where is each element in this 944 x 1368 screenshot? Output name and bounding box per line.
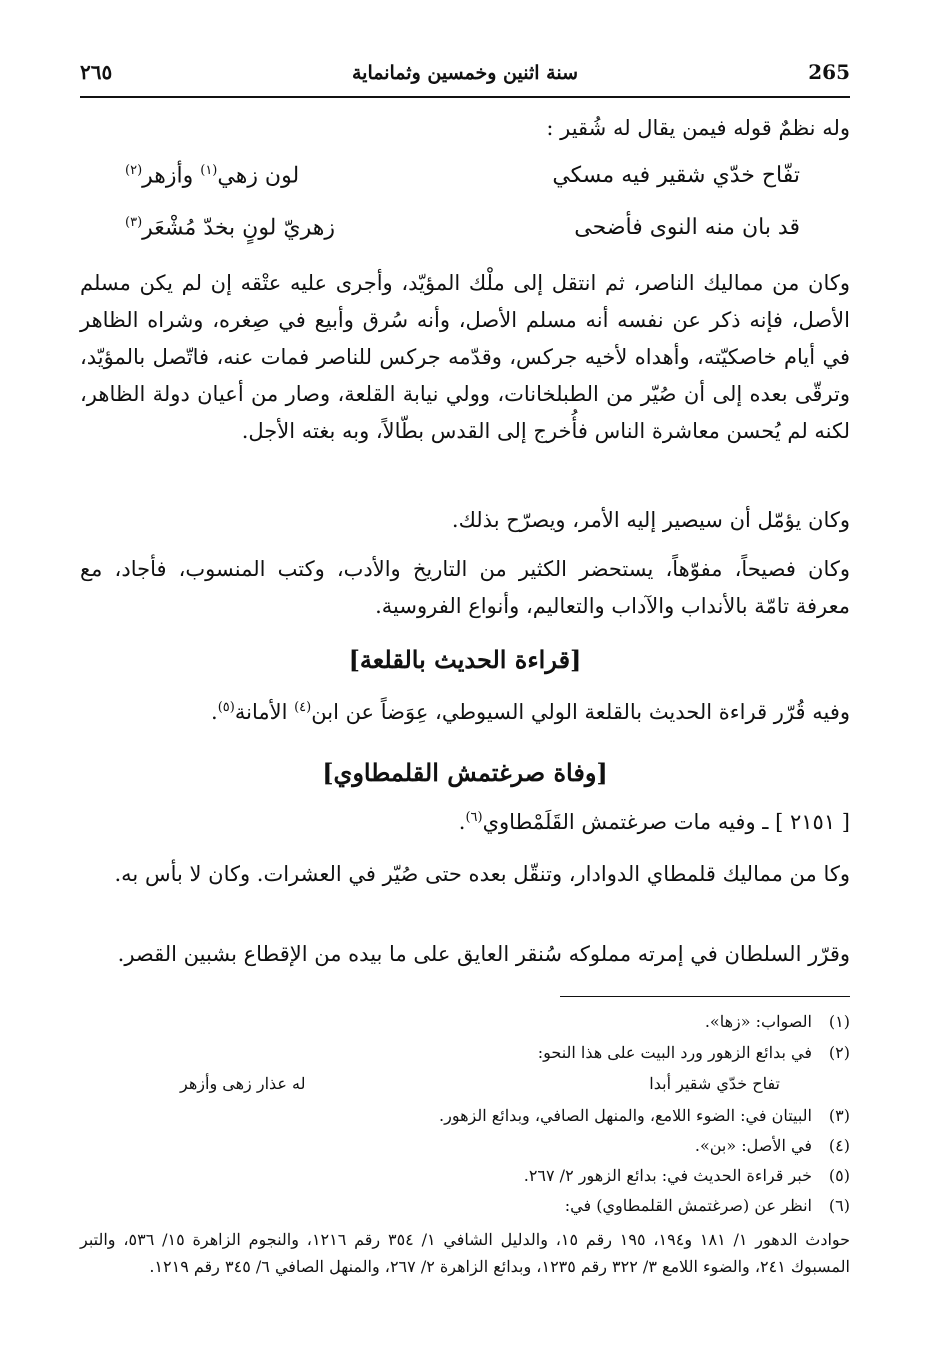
hadith-text-b: الأمانة <box>234 700 295 724</box>
entry-end: . <box>458 810 466 834</box>
footnote-ref-3: (٣) <box>125 215 143 230</box>
footnote-1 <box>80 1012 850 1031</box>
footnote-ref-1: (١) <box>200 163 218 178</box>
footnote-rule <box>560 996 850 997</box>
entry-2151 <box>80 810 850 834</box>
footnote-4-text: في الأصل: «بن». <box>694 1136 812 1155</box>
footnote-2-verse-first: تفاح خدّي شقير أبدا <box>649 1074 780 1093</box>
footnote-2 <box>80 1043 850 1062</box>
verse-2-first-hemistich: قد بان منه النوى فأضحى <box>574 215 800 240</box>
entry-text: [ ٢١٥١ ] ـ وفيه مات صرغتمش القَلَمْطاوي <box>482 810 850 834</box>
header-rule <box>80 96 850 98</box>
page-header <box>80 60 850 92</box>
paragraph-mamluk: وكا من مماليك قلمطاي الدوادار، وتنقّل بعده حتى صُيّر في العشرات. وكان لا بأس به. <box>114 862 850 886</box>
footnote-2-verse <box>160 1074 780 1098</box>
paragraph-eloquence: وكان فصيحاً، مفوّهاً، يستحضر الكثير من التاريخ والأدب، وكتب المنسوب، فأجاد، مع معرفة تامّة بالأنداب والآداب والتعاليم، وأنواع الفروسية. <box>80 557 850 618</box>
footnote-6-sources: حوادث الدهور ١/ ١٨١ و١٩٤، ١٩٥ رقم ١٥، والدليل الشافي ١/ ٣٥٤ رقم ١٢١٦، والنجوم الزاهرة ١٥/ ٥٣٦، والتبر المسبوك ٢٤١، والضوء اللامع ٣/ ٣٢٢ رقم ١٢٣٥، وبدائع الزاهرة ٢/ ٢٦٧، والمنهل الصافي ٦/ ٣٤٥ رقم ١٢١٩. <box>80 1230 851 1276</box>
page-number: 265 <box>808 60 850 84</box>
footnote-2-text: في بدائع الزهور ورد البيت على هذا النحو: <box>537 1043 812 1062</box>
footnote-ref-4: (٤) <box>294 700 312 715</box>
footnote-ref-6: (٦) <box>465 810 483 825</box>
footnote-3-number: (٣) <box>828 1106 850 1125</box>
footnote-5 <box>80 1166 850 1185</box>
verse-1-first-hemistich: تفّاح خدّي شقير فيه مسكي <box>552 163 800 188</box>
section-heading-hadith: [قراءة الحديث بالقلعة] <box>348 645 582 674</box>
paragraph-ambition: وكان يؤمّل أن سيصير إليه الأمر، ويصرّح بذلك. <box>451 508 850 532</box>
verse-2 <box>80 215 800 255</box>
verse-2-second-hemistich <box>125 215 335 240</box>
footnote-6-number: (٦) <box>828 1196 850 1215</box>
running-title: سنة اثنين وخمسين وثمانماية <box>351 62 578 84</box>
paragraph-hadith-reading <box>80 700 850 724</box>
footnote-6-text: انظر عن (صرغتمش القلمطاوي) في: <box>564 1196 812 1215</box>
footnote-1-number: (١) <box>828 1012 850 1031</box>
footnote-3-text: البيتان في: الضوء اللامع، والمنهل الصافي، وبدائع الزهور. <box>439 1106 812 1125</box>
section-heading-death: [وفاة صرغتمش القلمطاوي] <box>322 758 608 787</box>
footnote-4 <box>80 1136 850 1155</box>
hadith-text-a: وفيه قُرّر قراءة الحديث بالقلعة الولي السيوطي، عِوَضاً عن ابن <box>311 700 850 724</box>
footnote-ref-5: (٥) <box>217 700 235 715</box>
verse-1-second-hemistich <box>125 163 299 188</box>
footnote-5-text: خبر قراءة الحديث في: بدائع الزهور ٢/ ٢٦٧. <box>523 1166 812 1185</box>
footnote-5-number: (٥) <box>828 1166 850 1185</box>
page-number-arabic: ٢٦٥ <box>80 60 113 84</box>
verse-1 <box>80 163 800 203</box>
verse-1-second-text-b: وأزهر <box>142 163 201 189</box>
footnote-4-number: (٤) <box>828 1136 850 1155</box>
footnote-ref-2: (٢) <box>125 163 143 178</box>
paragraph-biography: وكان من مماليك الناصر، ثم انتقل إلى ملْك المؤيّد، وأجرى عليه عتْقه إن لم يكن مسلم الأصل، فإنه ذكر عن نفسه أنه مسلم الأصل، وأنه سُرق وأبيع في صِغره، وشراه الظاهر في أيام خاصكيّته، وأهداه لأخيه جركس، وقدّمه جركس للناصر فمات عنه، فاتّصل بالمؤيّد، وترقّى بعده إلى أن صُيّر من الطبلخانات، وولي نيابة القلعة، وصار من أعيان دولة الظاهر، لكنه لم يُحسن معاشرة الناس فأُخرج إلى القدس بطّالاً، وبه بغته الأجل. <box>80 271 850 443</box>
footnote-1-text: الصواب: «زها». <box>704 1012 812 1031</box>
intro-line: وله نظمٌ قوله فيمن يقال له شُقير : <box>546 116 850 140</box>
verse-1-second-text: لون زهي <box>217 163 300 189</box>
hadith-text-c: . <box>211 700 218 724</box>
footnote-2-number: (٢) <box>828 1043 850 1062</box>
paragraph-sultan: وقرّر السلطان في إمرته مملوكه سُنقر العايق على ما بيده من الإقطاع بشبين القصر. <box>117 942 850 966</box>
verse-2-second-text: زهريّ لونٍ بخدّ مُشْعَر <box>142 215 335 241</box>
footnote-3 <box>80 1106 850 1125</box>
footnote-6 <box>80 1196 850 1215</box>
footnote-2-verse-second: له عذار زهى وأزهر <box>180 1074 306 1093</box>
